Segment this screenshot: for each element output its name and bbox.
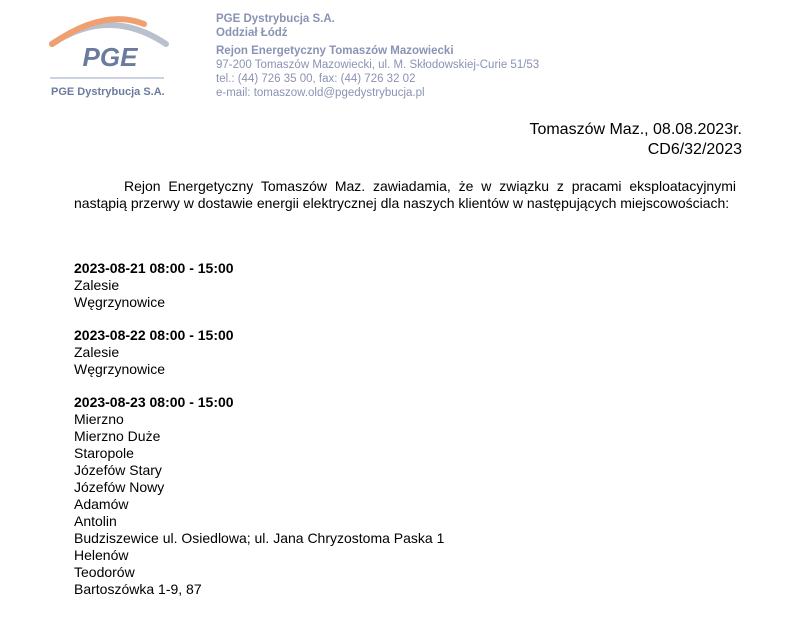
address: 97-200 Tomaszów Mazowiecki, ul. M. Skłodowskiej-Curie 51/53 <box>216 59 540 71</box>
place-item: Zalesie <box>74 344 120 360</box>
schedule-day <box>74 394 444 598</box>
place-item: Mierzno Duże <box>74 428 161 444</box>
outage-schedule <box>74 260 444 614</box>
place-item: Budziszewice ul. Osiedlowa; ul. Jana Chryzostoma Paska 1 <box>74 530 445 546</box>
place-item: Adamów <box>74 496 129 512</box>
company-name: PGE Dystrybucja S.A. <box>216 13 335 25</box>
intro-text: Rejon Energetyczny Tomaszów Maz. zawiadamia, że w związku z pracami eksploatacyjnymi nastąpią przerwy w dostawie energii elektrycznej dla naszych klientów w następujących miejscowościach: <box>74 178 736 211</box>
day-date: 2023-08-23 08:00 - 15:00 <box>74 394 234 410</box>
branch-name: Oddział Łódź <box>216 27 288 39</box>
place-item: Teodorów <box>74 564 135 580</box>
letterhead <box>216 12 539 100</box>
phone-fax: tel.: (44) 726 35 00, fax: (44) 726 32 02 <box>216 73 416 85</box>
day-date: 2023-08-21 08:00 - 15:00 <box>74 260 234 276</box>
logo-caption: PGE Dystrybucja S.A. <box>51 86 165 98</box>
reference-number: CD6/32/2023 <box>647 141 742 158</box>
place-item: Bartoszówka 1-9, 87 <box>74 581 202 597</box>
pge-logo <box>44 14 174 104</box>
intro-paragraph <box>74 178 736 212</box>
document-meta <box>529 120 742 160</box>
place-item: Józefów Stary <box>74 462 162 478</box>
place-item: Zalesie <box>74 277 120 293</box>
place-item: Helenów <box>74 547 129 563</box>
logo-graphic-icon <box>44 14 174 86</box>
region-name: Rejon Energetyczny Tomaszów Mazowiecki <box>216 45 454 57</box>
place-item: Mierzno <box>74 411 124 427</box>
place-item: Węgrzynowice <box>74 294 166 310</box>
place-item: Antolin <box>74 513 117 529</box>
place-item: Józefów Nowy <box>74 479 165 495</box>
place-date: Tomaszów Maz., 08.08.2023r. <box>529 121 742 138</box>
email: e-mail: tomaszow.old@pgedystrybucja.pl <box>216 87 425 99</box>
logo-brand-text: PGE <box>82 42 138 72</box>
schedule-day <box>74 260 444 311</box>
schedule-day <box>74 327 444 378</box>
day-date: 2023-08-22 08:00 - 15:00 <box>74 327 234 343</box>
place-item: Staropole <box>74 445 134 461</box>
place-item: Węgrzynowice <box>74 361 166 377</box>
